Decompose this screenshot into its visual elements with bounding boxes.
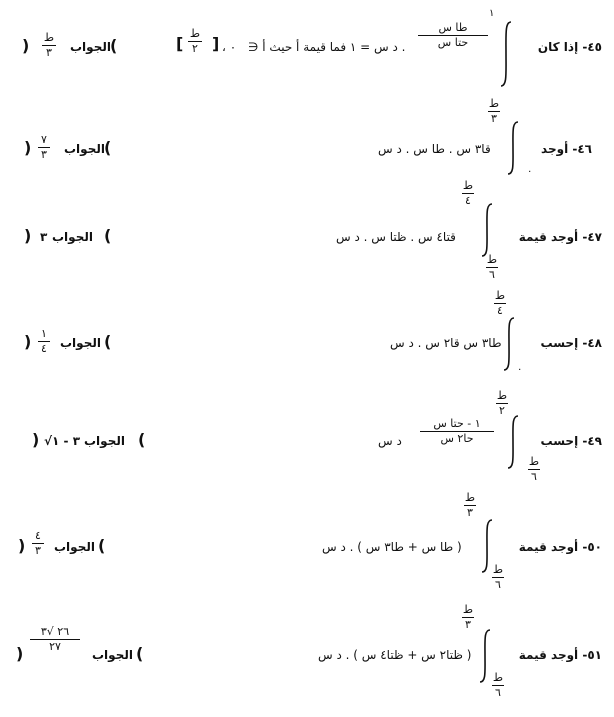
integral-sign	[504, 118, 524, 178]
answer-num: ١	[41, 327, 47, 340]
problem-number: ٤٩- إحسب	[540, 434, 602, 448]
interval-frac-num: ط	[189, 27, 201, 40]
integrand: قتا٤ س . ظتا س . د س	[336, 230, 456, 244]
upper-num: ط	[462, 179, 474, 192]
problem-number: ٥١- أوجد قيمة	[518, 648, 602, 662]
answer-close-paren: (	[104, 226, 112, 245]
lower-num: ط	[492, 563, 504, 576]
upper-limit	[488, 98, 500, 125]
upper-limit: ١	[489, 8, 495, 19]
upper-limit	[464, 492, 476, 519]
lower-den: ٦	[495, 686, 501, 700]
problem-number: ٤٧- أوجد قيمة	[518, 230, 602, 244]
upper-den: ٣	[467, 506, 473, 520]
answer-close-paren: (	[136, 644, 144, 663]
lower-den: ٦	[495, 578, 501, 592]
integrand: قا٣ س . طا س . د س	[378, 142, 491, 156]
integral-sign	[497, 14, 517, 94]
lower-limit	[492, 564, 504, 591]
upper-num: ط	[462, 603, 474, 616]
upper-den: ٣	[491, 112, 497, 126]
upper-den: ٤	[465, 194, 471, 208]
integrand: ( طا س + طا٣ س ) . د س	[322, 540, 462, 554]
answer-label: الجواب	[84, 434, 125, 448]
answer-num: ٢٦ √٣	[40, 625, 70, 638]
answer-label: الجواب	[52, 230, 93, 244]
integral-sign	[504, 412, 524, 472]
answer-label: الجواب	[54, 540, 95, 554]
lower-num: ط	[486, 253, 498, 266]
answer-label: الجواب	[70, 40, 111, 54]
lower-limit	[492, 672, 504, 699]
answer-num: ٧	[41, 133, 47, 146]
lower-den: ٦	[531, 470, 537, 484]
integrand-fraction	[418, 22, 488, 49]
answer-open-paren: )	[22, 36, 30, 55]
upper-limit	[462, 604, 474, 631]
answer-den: ٣	[46, 46, 52, 60]
fraction-denominator: حتا س	[437, 36, 469, 50]
fraction-numerator: طا س	[438, 21, 468, 34]
lower-num: ط	[492, 671, 504, 684]
interval-zero: ، ٠	[222, 40, 237, 54]
answer-den: ٢٧	[49, 640, 61, 654]
integrand: ( ظتا٢ س + ظتا٤ س ) . د س	[318, 648, 472, 662]
answer-fraction	[30, 626, 80, 653]
upper-den: ٢	[499, 404, 505, 418]
answer-close-paren: (	[104, 332, 112, 351]
lower-limit	[528, 456, 540, 483]
upper-limit	[462, 180, 474, 207]
lower-limit: ٠	[517, 364, 523, 375]
problem-number: ٥٠- أوجد قيمة	[518, 540, 602, 554]
upper-num: ط	[496, 389, 508, 402]
answer-label: الجواب	[60, 336, 101, 350]
answer-open-paren: )	[24, 226, 32, 245]
answer-fraction	[42, 32, 56, 59]
answer-close-paren: (	[98, 536, 106, 555]
problem-number: ٤٨- إحسب	[540, 336, 602, 350]
upper-num: ط	[464, 491, 476, 504]
answer-open-paren: )	[16, 644, 24, 663]
answer-close-paren: (	[138, 430, 146, 449]
upper-num: ط	[488, 97, 500, 110]
answer-open-paren: )	[18, 536, 26, 555]
answer-label: الجواب	[64, 142, 105, 156]
integrand: طا٣ س قا٢ س . د س	[390, 336, 502, 350]
integrand-tail: . د س = ١ فما قيمة أ حيث أ ∈	[248, 40, 406, 54]
upper-num: ط	[494, 289, 506, 302]
answer-value: ٣	[40, 230, 48, 244]
answer-open-paren: )	[32, 430, 40, 449]
answer-fraction	[38, 134, 50, 161]
lower-den: ٦	[489, 268, 495, 282]
answer-close-paren: (	[110, 36, 118, 55]
interval-frac-den: ٢	[192, 42, 198, 56]
answer-num: ط	[43, 31, 55, 44]
problem-number: ٤٦- أوجد	[541, 142, 592, 156]
upper-den: ٤	[497, 304, 503, 318]
integrand-tail: د س	[378, 434, 402, 448]
answer-den: ٤	[41, 342, 47, 356]
fraction-denominator: حا٢ س	[440, 432, 474, 446]
answer-open-paren: )	[24, 138, 32, 157]
upper-den: ٣	[465, 618, 471, 632]
lower-limit: ٠	[527, 166, 533, 177]
answer-den: ٣	[41, 148, 47, 162]
lower-num: ط	[528, 455, 540, 468]
interval-left-bracket: [	[176, 34, 184, 53]
integrand-fraction	[420, 418, 494, 445]
answer-fraction	[38, 328, 50, 355]
answer-value: √٣ - ١	[44, 434, 81, 448]
integral-sign	[478, 200, 498, 260]
answer-num: ٤	[35, 529, 41, 542]
answer-close-paren: (	[104, 138, 112, 157]
answer-open-paren: )	[24, 332, 32, 351]
answer-label: الجواب	[92, 648, 133, 662]
interval-right-bracket: ]	[212, 34, 220, 53]
lower-limit	[486, 254, 498, 281]
problem-number: ٤٥- إذا كان	[537, 40, 602, 54]
answer-fraction	[32, 530, 44, 557]
interval-fraction	[188, 28, 202, 55]
answer-den: ٣	[35, 544, 41, 558]
fraction-numerator: ١ - حتا س	[433, 417, 481, 430]
